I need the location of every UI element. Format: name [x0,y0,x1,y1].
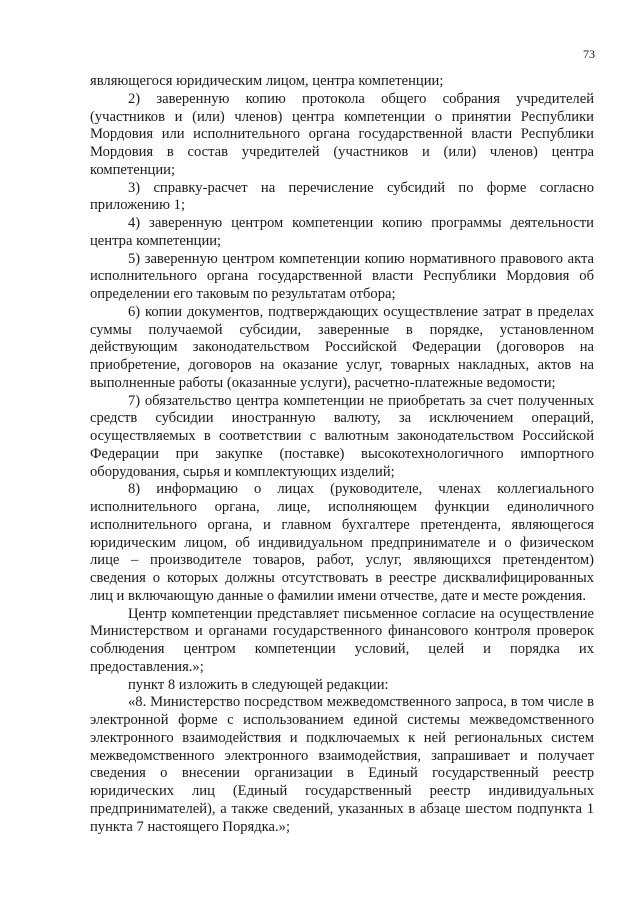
paragraph-amendment-intro: пункт 8 изложить в следующей редакции: [128,676,389,693]
paragraph-continuation: являющегося юридическим лицом, центра компетенции; [90,73,444,89]
paragraph-item-6: 6) копии документов, подтверждающих осуществление затрат в пределах суммы получаемой субсидии, заверенные в порядке, установленном действующим законодательством Российской Федерации (договоров на приобретение, договоров на оказание услуг, товарных накладных, актов на выполненные работы (оказанные услуги), расчетно-платежные ведомости; [90,303,594,391]
paragraph-item-5: 5) заверенную центром компетенции копию нормативного правового акта исполнительного органа государственной власти Республики Мордовия об определении его таковым по результатам отбора; [90,250,594,302]
paragraph-item-8: 8) информацию о лицах (руководителе, членах коллегиального исполнительного органа, лице, исполняющем функции единоличного исполнительного органа, и главном бухгалтере претендента, являющегося юридическим лицом, об индивидуальном предпринимателе и о физическом лице – производителе товаров, работ, услуг, являющихся претендентом) сведения о которых должны отсутствовать в реестре дисквалифицированных лиц и включающую данные о фамилии имени отчестве, дате и месте рождения. [90,481,594,604]
paragraph-item-4: 4) заверенную центром компетенции копию программы деятельности центра компетенции; [90,215,594,249]
paragraph-item-2: 2) заверенную копию протокола общего собрания учредителей (участников и (или) членов) центра компетенции о принятии Республики Мордовия или исполнительного органа государственной власти Республики Мордовия в состав учредителей (участников и (или) членов) центра компетенции; [90,90,594,178]
page-number: 73 [583,47,595,61]
paragraph-point-8: «8. Министерство посредством межведомственного запроса, в том числе в электронной форме с использованием единой системы межведомственного электронного взаимодействия и подключаемых к ней региональных систем межведомственного электронного взаимодействия, запрашивает и получает сведения о внесении организации в Единый государственный реестр юридических лиц (Единый государственный реестр индивидуальных предпринимателей), а также сведений, указанных в абзаце шестом подпункта 1 пункта 7 настоящего Порядка.»; [90,694,594,835]
paragraph-item-3: 3) справку-расчет на перечисление субсидий по форме согласно приложению 1; [90,179,594,214]
document-body [90,73,594,836]
paragraph-consent: Центр компетенции представляет письменное согласие на осуществление Министерством и органами государственного финансового контроля проверок соблюдения центром компетенции условий, целей и порядка их предоставления.»; [90,605,594,675]
paragraph-item-7: 7) обязательство центра компетенции не приобретать за счет полученных средств субсидии иностранную валюту, за исключением операций, осуществляемых в соответствии с валютным законодательством Российской Федерации при закупке (поставке) высокотехнологичного импортного оборудования, сырья и комплектующих изделий; [90,392,594,480]
